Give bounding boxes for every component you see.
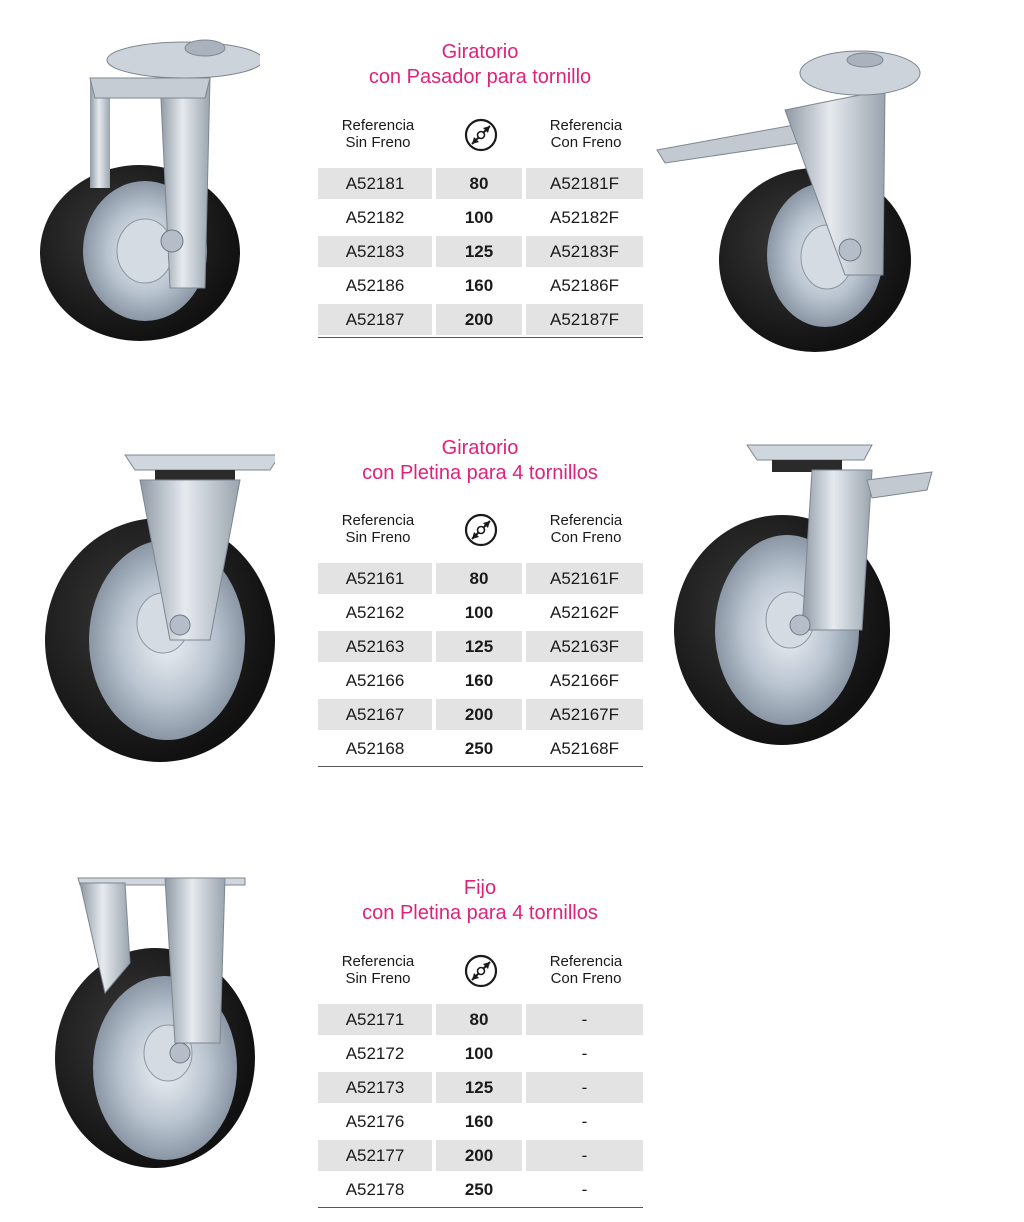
table-row <box>318 1173 643 1207</box>
cell-ref-brake: - <box>526 1072 643 1103</box>
table-row <box>318 596 643 630</box>
header-ref-brake-line1: Referencia <box>549 953 623 970</box>
cell-ref-brake: - <box>581 1044 588 1063</box>
cell-diameter: 250 <box>464 1180 494 1199</box>
cell-diameter: 100 <box>464 208 494 227</box>
header-ref-brake-line1: Referencia <box>549 117 623 134</box>
cell-ref-no-brake: A52177 <box>318 1140 432 1171</box>
cell-ref-brake: A52162F <box>550 603 619 622</box>
cell-diameter: 250 <box>464 739 494 758</box>
section-title-line1: Giratorio <box>441 41 519 63</box>
section-title-line2: con Pasador para tornillo <box>368 66 592 88</box>
diameter-icon <box>463 953 499 989</box>
table-row <box>318 562 643 596</box>
cell-ref-no-brake: A52186 <box>345 276 405 295</box>
swivel-plate-caster-brake-image <box>672 440 937 750</box>
cell-ref-brake: A52186F <box>550 276 619 295</box>
header-ref-no-brake-line1: Referencia <box>341 953 415 970</box>
cell-ref-no-brake: A52166 <box>345 671 405 690</box>
cell-ref-brake: A52167F <box>526 699 643 730</box>
cell-ref-brake: - <box>526 1004 643 1035</box>
table-row <box>318 1071 643 1105</box>
header-ref-no-brake-line1: Referencia <box>341 117 415 134</box>
section-title-line2: con Pletina para 4 tornillos <box>362 462 598 484</box>
cell-ref-no-brake: A52173 <box>318 1072 432 1103</box>
table-header <box>318 512 643 562</box>
table-row <box>318 1139 643 1173</box>
table-row <box>318 1037 643 1071</box>
cell-diameter: 160 <box>464 671 494 690</box>
cell-ref-no-brake: A52183 <box>318 236 432 267</box>
spec-table-fixed-plate <box>318 953 643 1208</box>
section-title-line1: Giratorio <box>441 437 519 459</box>
cell-ref-brake: - <box>581 1112 588 1131</box>
header-ref-brake <box>526 117 646 151</box>
table-row <box>318 732 643 766</box>
cell-ref-brake: - <box>581 1180 588 1199</box>
table-row <box>318 201 643 235</box>
cell-diameter: 125 <box>436 1072 522 1103</box>
cell-ref-no-brake: A52161 <box>318 563 432 594</box>
cell-ref-no-brake: A52163 <box>318 631 432 662</box>
cell-diameter: 125 <box>436 236 522 267</box>
cell-diameter: 100 <box>464 1044 494 1063</box>
section-title-line1: Fijo <box>463 877 497 899</box>
table-row <box>318 630 643 664</box>
cell-ref-brake: A52166F <box>550 671 619 690</box>
header-ref-no-brake-line2: Sin Freno <box>345 970 411 987</box>
header-ref-no-brake-line2: Sin Freno <box>345 529 411 546</box>
cell-ref-brake: A52182F <box>550 208 619 227</box>
header-ref-brake-line2: Con Freno <box>550 529 622 546</box>
header-ref-no-brake-line2: Sin Freno <box>345 134 411 151</box>
header-ref-brake-line2: Con Freno <box>550 134 622 151</box>
cell-diameter: 80 <box>436 1004 522 1035</box>
table-row <box>318 1003 643 1037</box>
spec-table-swivel-plate <box>318 512 643 767</box>
cell-diameter: 200 <box>436 304 522 335</box>
table-header <box>318 117 643 167</box>
table-row <box>318 269 643 303</box>
table-bottom-rule <box>318 1207 643 1208</box>
header-ref-no-brake <box>318 117 438 151</box>
swivel-plate-caster-image <box>45 445 275 765</box>
header-ref-brake <box>526 512 646 546</box>
cell-ref-no-brake: A52172 <box>345 1044 405 1063</box>
fixed-plate-caster-image <box>50 873 275 1173</box>
diameter-icon <box>463 512 499 548</box>
section-title-line2: con Pletina para 4 tornillos <box>362 902 598 924</box>
section-title-swivel-bolt <box>300 40 660 90</box>
cell-ref-no-brake: A52178 <box>345 1180 405 1199</box>
cell-diameter: 80 <box>436 563 522 594</box>
cell-ref-brake: A52187F <box>526 304 643 335</box>
header-ref-brake-line2: Con Freno <box>550 970 622 987</box>
cell-ref-no-brake: A52162 <box>345 603 405 622</box>
cell-diameter: 200 <box>436 699 522 730</box>
cell-ref-no-brake: A52182 <box>345 208 405 227</box>
table-bottom-rule <box>318 766 643 767</box>
header-ref-no-brake <box>318 953 438 987</box>
cell-ref-no-brake: A52187 <box>318 304 432 335</box>
spec-table-swivel-bolt <box>318 117 643 338</box>
section-title-swivel-plate <box>300 436 660 486</box>
cell-diameter: 80 <box>436 168 522 199</box>
swivel-bolt-caster-brake-image <box>655 45 950 355</box>
table-row <box>318 1105 643 1139</box>
header-ref-no-brake <box>318 512 438 546</box>
table-row <box>318 235 643 269</box>
cell-ref-no-brake: A52168 <box>345 739 405 758</box>
header-ref-no-brake-line1: Referencia <box>341 512 415 529</box>
cell-ref-no-brake: A52167 <box>318 699 432 730</box>
cell-ref-brake: A52168F <box>550 739 619 758</box>
section-title-fixed-plate <box>300 876 660 926</box>
table-header <box>318 953 643 1003</box>
cell-ref-no-brake: A52176 <box>345 1112 405 1131</box>
cell-diameter: 200 <box>436 1140 522 1171</box>
cell-ref-brake: A52161F <box>526 563 643 594</box>
table-bottom-rule <box>318 337 643 338</box>
cell-ref-brake: A52163F <box>526 631 643 662</box>
table-row <box>318 303 643 337</box>
header-ref-brake <box>526 953 646 987</box>
cell-diameter: 160 <box>464 276 494 295</box>
cell-ref-no-brake: A52181 <box>318 168 432 199</box>
header-ref-brake-line1: Referencia <box>549 512 623 529</box>
cell-ref-brake: A52181F <box>526 168 643 199</box>
cell-ref-brake: A52183F <box>526 236 643 267</box>
cell-ref-brake: - <box>526 1140 643 1171</box>
swivel-bolt-caster-image <box>20 38 260 343</box>
cell-diameter: 160 <box>464 1112 494 1131</box>
table-row <box>318 167 643 201</box>
table-row <box>318 664 643 698</box>
cell-diameter: 100 <box>464 603 494 622</box>
table-row <box>318 698 643 732</box>
cell-ref-no-brake: A52171 <box>318 1004 432 1035</box>
cell-diameter: 125 <box>436 631 522 662</box>
diameter-icon <box>463 117 499 153</box>
